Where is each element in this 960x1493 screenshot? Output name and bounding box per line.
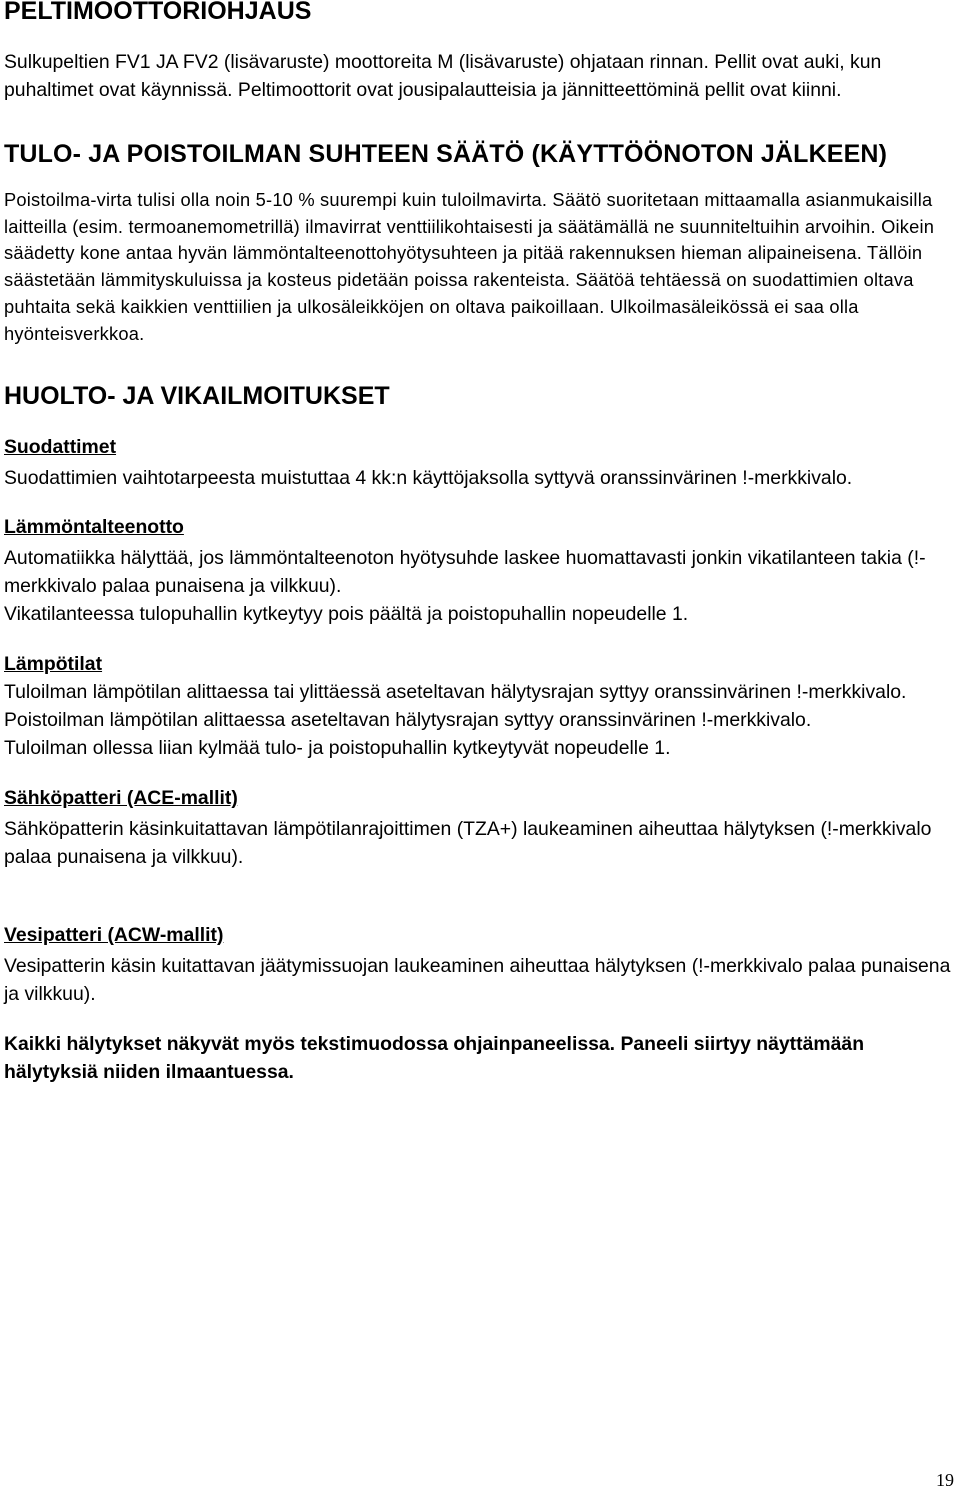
paragraph-lampotilat-3: Tuloilman ollessa liian kylmää tulo- ja poistopuhallin kytkeytyvät nopeudelle 1. xyxy=(4,737,671,760)
page-number: 19 xyxy=(936,1470,954,1490)
heading-tulo-poisto-saato: TULO- JA POISTOILMAN SUHTEEN SÄÄTÖ (KÄYTTÖÖNOTON JÄLKEEN) xyxy=(4,140,888,168)
subheading-sahkopatteri: Sähköpatteri (ACE-mallit) xyxy=(4,787,238,810)
heading-huolto-vikailmoitukset: HUOLTO- JA VIKAILMOITUKSET xyxy=(4,382,390,411)
subheading-lampotilat: Lämpötilat xyxy=(4,653,103,676)
paragraph-vesipatteri: Vesipatterin käsin kuitattavan jäätymissuojan laukeaminen aiheuttaa hälytyksen (!-merkkivalo palaa punaisena ja vilkkuu). xyxy=(4,955,951,1006)
paragraph-sahkopatteri: Sähköpatterin käsinkuitattavan lämpötilanrajoittimen (TZA+) laukeaminen aiheuttaa hälytyksen (!-merkkivalo palaa punaisena ja vilkkuu). xyxy=(4,818,932,869)
paragraph-final-note: Kaikki hälytykset näkyvät myös tekstimuodossa ohjainpaneelissa. Paneeli siirtyy näyttämään hälytyksiä niiden ilmaantuessa. xyxy=(4,1033,865,1084)
paragraph-lampotilat-1: Tuloilman lämpötilan alittaessa tai ylittäessä aseteltavan hälytysrajan syttyy oranssinvärinen !-merkkivalo. xyxy=(4,681,907,704)
paragraph-peltimoottoriohjaus: Sulkupeltien FV1 JA FV2 (lisävaruste) moottoreita M (lisävaruste) ohjataan rinnan. Pellit ovat auki, kun puhaltimet ovat käynnissä. Peltimoottorit ovat jousipalautteisia ja jännitteettöminä pellit ovat kiinni. xyxy=(4,51,882,101)
paragraph-lammontalteenotto-2: Vikatilanteessa tulopuhallin kytkeytyy pois päältä ja poistopuhallin nopeudelle 1. xyxy=(4,603,689,626)
paragraph-lampotilat-2: Poistoilman lämpötilan alittaessa aseteltavan hälytysrajan syttyy oranssinvärinen !-merkkivalo. xyxy=(4,709,812,732)
paragraph-tulo-poisto-saato: Poistoilma-virta tulisi olla noin 5-10 % suurempi kuin tuloilmavirta. Säätö suoritetaan mittaamalla asianmukaisilla laitteilla (esim. termoanemometrillä) ilmavirrat venttiilikohtaisesti ja säätämällä ne suunniteltuihin arvoihin. Oikein säädetty kone antaa hyvän lämmöntalteenottohyötysuhteen ja pitää rakennuksen hieman alipaineisena. Tällöin säästetään lämmityskuluissa ja kosteus pidetään poissa rakenteista. Säätöä tehtäessä on suodattimien oltava puhtaita sekä kaikkien venttiilien ja ulkosäleikköjen on oltava paikoillaan. Ulkoilmasäleikössä ei saa olla hyönteisverkkoa. xyxy=(4,189,935,344)
document-page xyxy=(4,0,956,1086)
paragraph-suodattimet: Suodattimien vaihtotarpeesta muistuttaa 4 kk:n käyttöjaksolla syttyvä oranssinvärinen !-merkkivalo. xyxy=(4,467,853,490)
subheading-vesipatteri: Vesipatteri (ACW-mallit) xyxy=(4,924,224,947)
heading-peltimoottoriohjaus: PELTIMOOTTORIOHJAUS xyxy=(4,0,312,25)
subheading-lammontalteenotto: Lämmöntalteenotto xyxy=(4,516,184,539)
paragraph-lammontalteenotto-1: Automatiikka hälyttää, jos lämmöntalteenoton hyötysuhde laskee huomattavasti jonkin vikatilanteen takia (!-merkkivalo palaa punaisena ja vilkkuu). xyxy=(4,547,926,598)
subheading-suodattimet: Suodattimet xyxy=(4,436,117,459)
